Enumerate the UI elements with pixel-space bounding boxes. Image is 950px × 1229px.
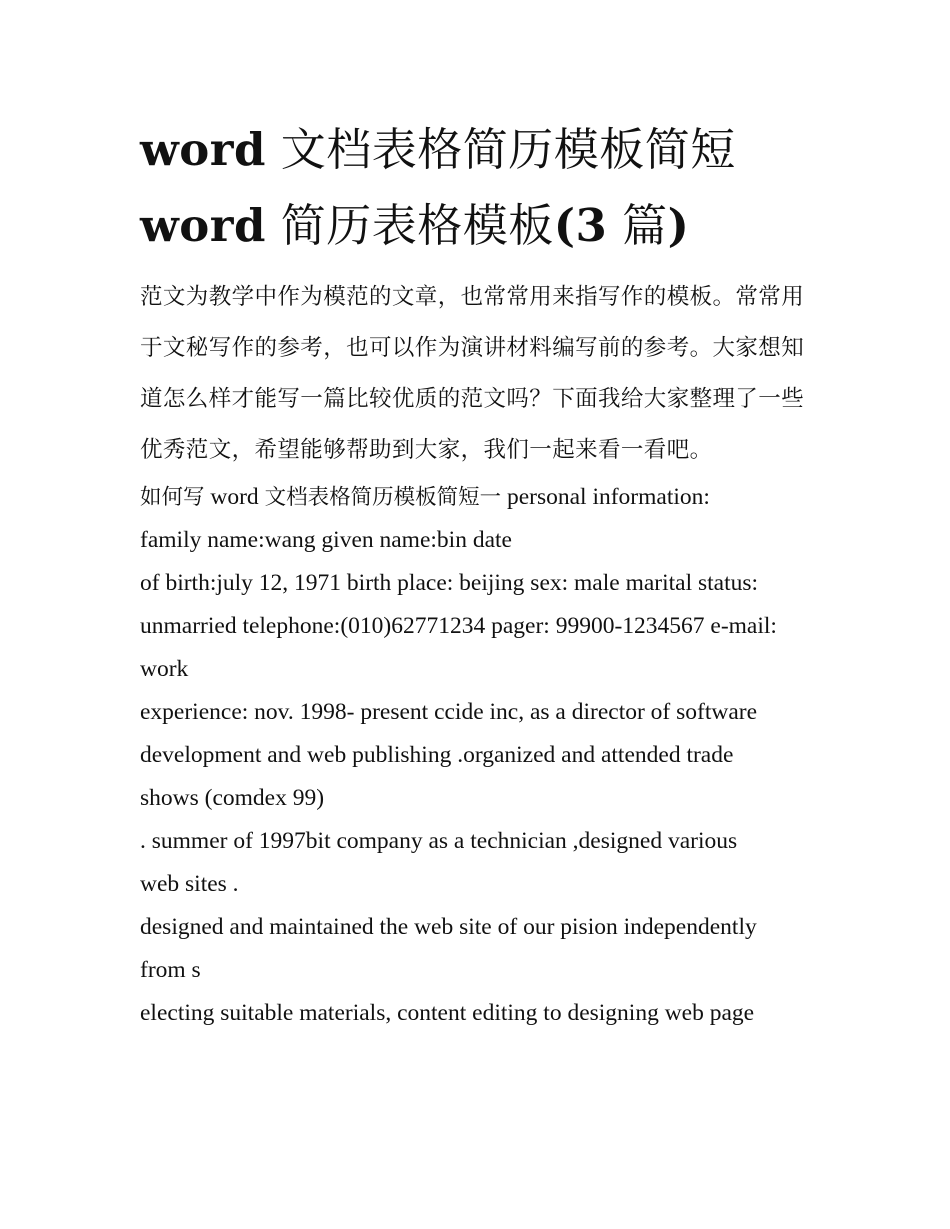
- title-line2-suffix-a: (3: [553, 199, 608, 252]
- title-line1-cjk: 文档表格简历模板简短: [265, 123, 736, 176]
- body-line: . summer of 1997bit company as a technician ,designed various: [140, 828, 738, 854]
- body-line: of birth:july 12, 1971 birth place: beijing sex: male marital status:: [140, 570, 759, 596]
- title-line2-cjk2: 篇: [607, 199, 668, 252]
- resume-heading: [140, 476, 820, 519]
- body-line: unmarried telephone:(010)62771234 pager: 99900-1234567 e-mail:: [140, 613, 777, 639]
- body-line: electing suitable materials, content editing to designing web page: [140, 1000, 755, 1026]
- resume-heading-cjk2: 文档表格简历模板简短一: [264, 485, 502, 510]
- title-line2-suffix-b: ): [667, 199, 690, 252]
- body-line: web sites .: [140, 871, 239, 897]
- document-title: [140, 112, 820, 264]
- resume-heading-latin: word: [204, 484, 265, 510]
- body-line: designed and maintained the web site of our pision independently: [140, 914, 757, 940]
- intro-paragraph: 范文为教学中作为模范的文章，也常常用来指写作的模板。常常用于文秘写作的参考，也可以作为演讲材料编写前的参考。大家想知道怎么样才能写一篇比较优质的范文吗？下面我给大家整理了一些优秀范文，希望能够帮助到大家，我们一起来看一看吧。: [140, 284, 805, 463]
- title-line2-latin: word: [140, 199, 266, 252]
- body-line: family name:wang given name:bin date: [140, 527, 512, 553]
- title-line2-cjk: 简历表格模板: [265, 199, 554, 252]
- document-content: [140, 112, 820, 1035]
- body-line: from s: [140, 957, 201, 983]
- body-line: experience: nov. 1998- present ccide inc, as a director of software: [140, 699, 758, 725]
- body-line: shows (comdex 99): [140, 785, 325, 811]
- body-line: work: [140, 656, 189, 682]
- resume-heading-rest: personal information:: [501, 484, 710, 510]
- resume-heading-cjk1: 如何写: [140, 485, 205, 510]
- body-line: development and web publishing .organized and attended trade: [140, 742, 734, 768]
- title-line1-latin: word: [140, 123, 266, 176]
